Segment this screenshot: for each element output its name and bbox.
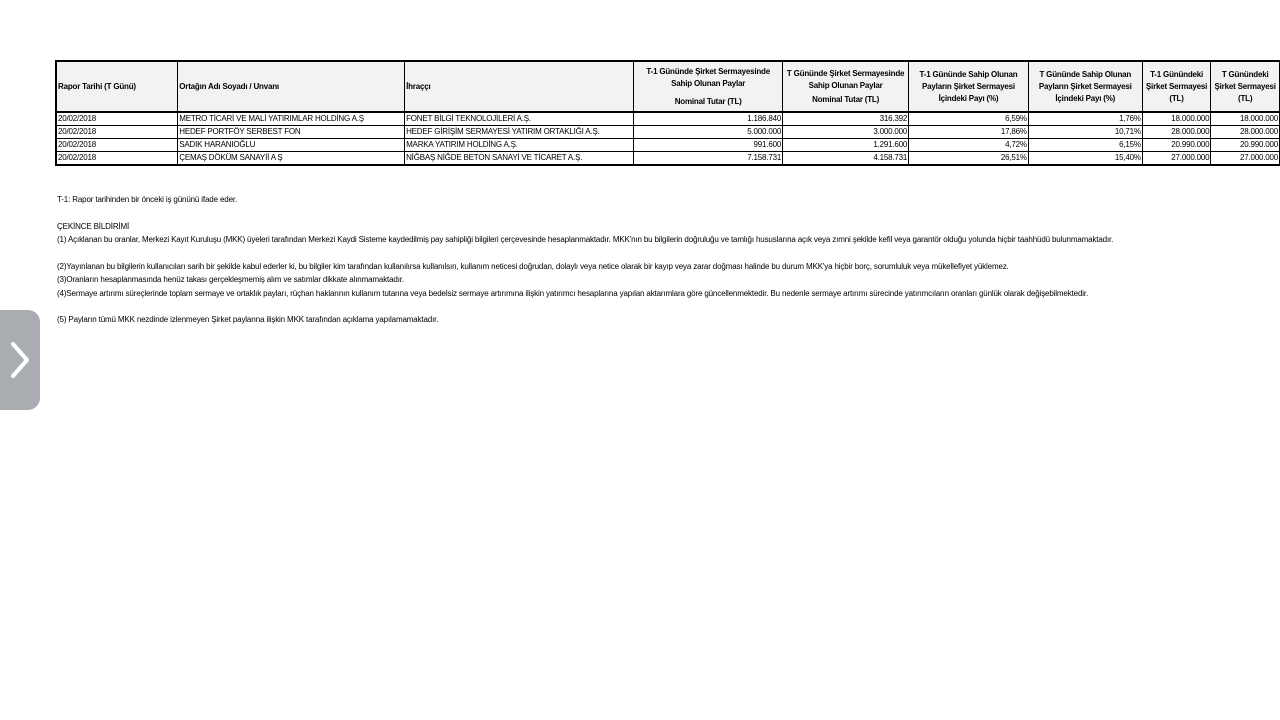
cell-t-capital: 20.990.000 (1211, 139, 1280, 152)
cell-t-pct: 6,15% (1028, 139, 1142, 152)
cell-issuer: FONET BİLGİ TEKNOLOJİLERİ A.Ş. (405, 112, 634, 126)
cell-date: 20/02/2018 (56, 126, 178, 139)
header-t-shares-sub: Nominal Tutar (TL) (812, 94, 880, 104)
cell-t1-pct: 17,86% (909, 126, 1029, 139)
cell-t1-shares: 5.000.000 (634, 126, 783, 139)
table-header-row (56, 61, 1280, 112)
header-issuer: İhraççı (405, 61, 634, 112)
note-2: (2)Yayınlanan bu bilgilerin kullanıcıları sarih bir şekilde kabul ederler ki, bu bilgiler kim tarafından kullanılırsa kullanılsın, kullanım neticesi doğrudan, dolaylı veya netice olarak bir kayıp veya zarar doğması halinde bu durum MKK'ya hiçbir borç, sorumluluk veya mükellefiyet yüklemez. (57, 261, 1009, 271)
cell-date: 20/02/2018 (56, 152, 178, 166)
table-row (56, 126, 1280, 139)
cell-t-shares: 4.158.731 (783, 152, 909, 166)
shareholding-table (55, 60, 1280, 166)
note-5: (5) Payların tümü MKK nezdinde izlenmeyen Şirket paylarına ilişkin MKK tarafından açıklama yapılamamaktadır. (57, 315, 439, 324)
header-t-shares-label: T Gününde Şirket Sermayesinde Sahip Olunan Paylar (786, 68, 905, 90)
header-t1-pct: T-1 Gününde Sahip Olunan Payların Şirket Sermayesi İçindeki Payı (%) (909, 61, 1029, 112)
cell-t1-pct: 4,72% (909, 139, 1029, 152)
header-t1-shares-sub: Nominal Tutar (TL) (674, 96, 742, 106)
cell-t1-shares: 991.600 (634, 139, 783, 152)
note-4: (4)Sermaye artırımı süreçlerinde toplam sermaye ve ortaklık payları, rüçhan haklarının kullanım tutarına veya bedelsiz sermaye artırımına ilişkin yatırımcı hesaplarına yapılan aktarımlara göre güncellenmektedir. Bu nedenle sermaye artırımı sürecinde yatırımcıların oranları günlük olarak değişebilmektedir. (57, 288, 1089, 298)
cell-partner: SADIK HARANIOĞLU (178, 139, 405, 152)
cell-t1-shares: 1.186.840 (634, 112, 783, 126)
note-3: (3)Oranların hesaplanmasında henüz takası gerçekleşmemiş alım ve satımlar dikkate alınmamaktadır. (57, 275, 404, 284)
cell-t1-capital: 28.000.000 (1142, 126, 1211, 139)
cell-date: 20/02/2018 (56, 112, 178, 126)
cell-date: 20/02/2018 (56, 139, 178, 152)
cell-t-capital: 18.000.000 (1211, 112, 1280, 126)
cell-partner: ÇEMAŞ DÖKÜM SANAYİİ A Ş (178, 152, 405, 166)
header-partner: Ortağın Adı Soyadı / Unvanı (178, 61, 405, 112)
cell-t1-capital: 27.000.000 (1142, 152, 1211, 166)
cell-t-pct: 1,76% (1028, 112, 1142, 126)
header-t-shares (783, 61, 909, 112)
disclaimer-title: ÇEKİNCE BİLDİRİMİ (57, 221, 130, 231)
cell-t1-capital: 18.000.000 (1142, 112, 1211, 126)
table-row (56, 112, 1280, 126)
cell-t-pct: 10,71% (1028, 126, 1142, 139)
cell-t1-pct: 6,59% (909, 112, 1029, 126)
cell-partner: METRO TİCARİ VE MALİ YATIRIMLAR HOLDİNG A.Ş (178, 112, 405, 126)
cell-t-shares: 1.291.600 (783, 139, 909, 152)
header-t1-shares-label: T-1 Gününde Şirket Sermayesinde Sahip Olunan Paylar (646, 66, 770, 88)
note-t1-definition: T-1: Rapor tarihinden bir önceki iş gününü ifade eder. (57, 195, 238, 204)
table-row (56, 139, 1280, 152)
cell-t1-capital: 20.990.000 (1142, 139, 1211, 152)
side-panel-toggle[interactable] (0, 310, 40, 410)
cell-partner: HEDEF PORTFÖY SERBEST FON (178, 126, 405, 139)
cell-t-pct: 15,40% (1028, 152, 1142, 166)
chevron-right-icon (9, 340, 31, 380)
cell-t-shares: 3.000.000 (783, 126, 909, 139)
header-report-date: Rapor Tarihi (T Günü) (56, 61, 178, 112)
cell-issuer: NİĞBAŞ NİĞDE BETON SANAYİ VE TİCARET A.Ş. (405, 152, 634, 166)
cell-t1-shares: 7.158.731 (634, 152, 783, 166)
header-t1-capital: T-1 Günündeki Şirket Sermayesi (TL) (1142, 61, 1211, 112)
header-t1-shares (634, 61, 783, 112)
cell-t-shares: 316.392 (783, 112, 909, 126)
cell-t-capital: 28.000.000 (1211, 126, 1280, 139)
note-1: (1) Açıklanan bu oranlar, Merkezi Kayıt Kuruluşu (MKK) üyeleri tarafından Merkezi Kaydi Sisteme kaydedilmiş pay sahipliği bilgileri çerçevesinde hesaplanmaktadır. MKK'nın bu bilgilerin doğruluğu ve tamlığı hususlarına açık veya zımni şekilde kefil veya garantör olduğu yolunda hiçbir taahhüdü bulunmamaktadır. (57, 235, 1114, 244)
header-t-pct: T Gününde Sahip Olunan Payların Şirket Sermayesi İçindeki Payı (%) (1028, 61, 1142, 112)
cell-issuer: MARKA YATIRIM HOLDİNG A.Ş. (405, 139, 634, 152)
cell-t-capital: 27.000.000 (1211, 152, 1280, 166)
notes-section (57, 193, 1280, 327)
cell-t1-pct: 26,51% (909, 152, 1029, 166)
header-t-capital: T Günündeki Şirket Sermayesi (TL) (1211, 61, 1280, 112)
cell-issuer: HEDEF GİRİŞİM SERMAYESİ YATIRIM ORTAKLIĞI A.Ş. (405, 126, 634, 139)
table-row (56, 152, 1280, 166)
